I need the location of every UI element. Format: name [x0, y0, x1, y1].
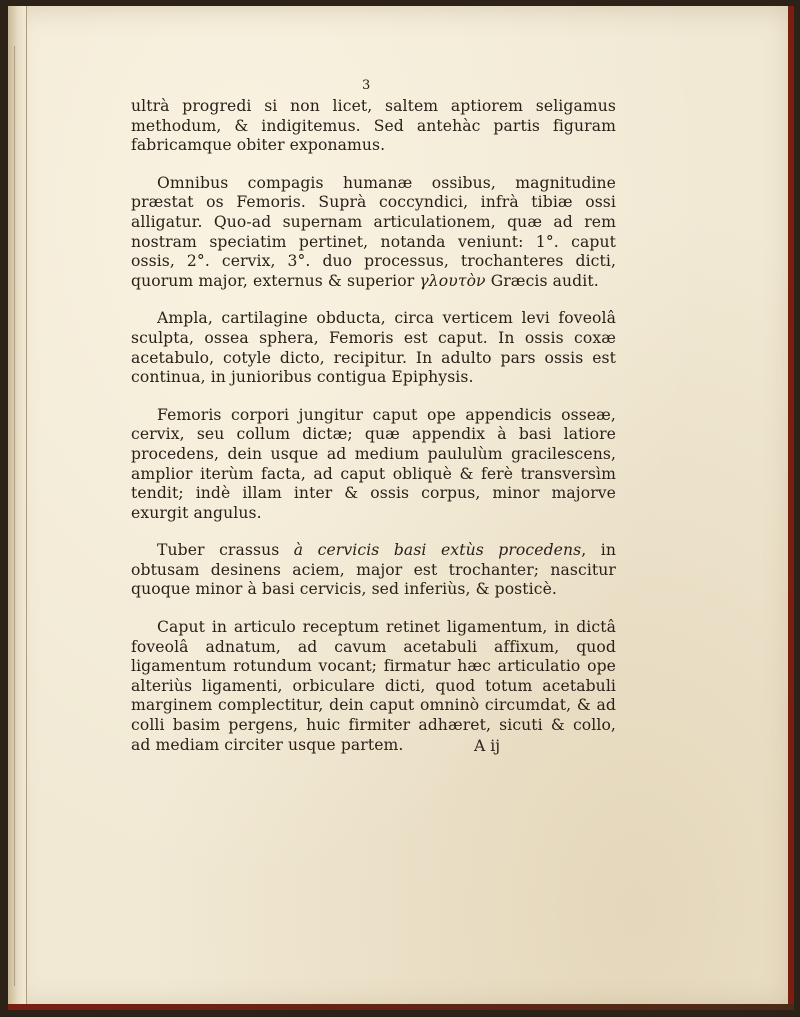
text-run: Græcis audit.	[485, 271, 599, 290]
page-edge-bottom	[8, 1004, 794, 1010]
text-run: Femoris corpori jungitur caput ope appendicis osseæ, cervix, seu collum dictæ; quæ appendix à basi latiore procedens, dein usque ad medium paululùm gracilescens, amplior iterùm facta, ad caput obliquè & ferè transversìm tendit; indè illam inter & ossis corpus, minor majorve exurgit angulus.	[131, 405, 616, 522]
signature-mark: A ij	[474, 737, 501, 755]
paragraph	[131, 618, 616, 755]
body-text	[131, 97, 616, 755]
page-edge-right	[788, 6, 794, 1010]
page-number: 3	[362, 78, 371, 93]
italic-text: γλουτὸν	[419, 271, 486, 290]
page-gutter	[8, 6, 27, 1010]
italic-text: à cervicis basi extùs procedens	[293, 541, 582, 560]
text-run: Caput in articulo receptum retinet ligamentum, in dictâ foveolâ adnatum, ad cavum acetabuli affixum, quod ligamentum rotundum vocant; firmatur hæc articulatio ope alteriùs ligamenti, orbiculare dicti, quod totum acetabuli marginem complectitur, dein caput omninò circumdat, & ad colli basim pergens, huic firmiter adhæret, sicuti & collo, ad mediam circiter usque partem.	[131, 618, 616, 754]
text-run: Ampla, cartilagine obducta, circa verticem levi foveolâ sculpta, ossea sphera, Femoris est caput. In ossis coxæ acetabulo, cotyle dicto, recipitur. In adulto pars ossis est continua, in junioribus contigua Epiphysis.	[131, 309, 616, 387]
text-run: Tuber crassus	[157, 541, 294, 560]
text-run: Omnibus compagis humanæ ossibus, magnitudine præstat os Femoris. Suprà coccyndici, infrà tibiæ ossi alligatur. Quo-ad supernam articulationem, quæ ad rem nostram speciatim pertinet, notanda veniunt: 1°. caput ossis, 2°. cervix, 3°. duo processus, trochanteres dicti, quorum major, externus & superior	[131, 173, 616, 290]
paragraph	[131, 97, 616, 156]
paragraph	[131, 309, 616, 387]
gutter-fold-line	[14, 46, 15, 986]
paragraph	[131, 406, 616, 524]
paragraph	[131, 174, 616, 292]
text-run: , in obtusam desinens aciem, major est trochanter; nascitur quoque minor à basi cervicis, sed inferiùs, & posticè.	[131, 541, 616, 599]
paragraph	[131, 541, 616, 600]
text-run: ultrà progredi si non licet, saltem aptiorem seligamus methodum, & indigitemus. Sed antehàc partis figuram fabricamque obiter exponamus.	[131, 97, 616, 155]
